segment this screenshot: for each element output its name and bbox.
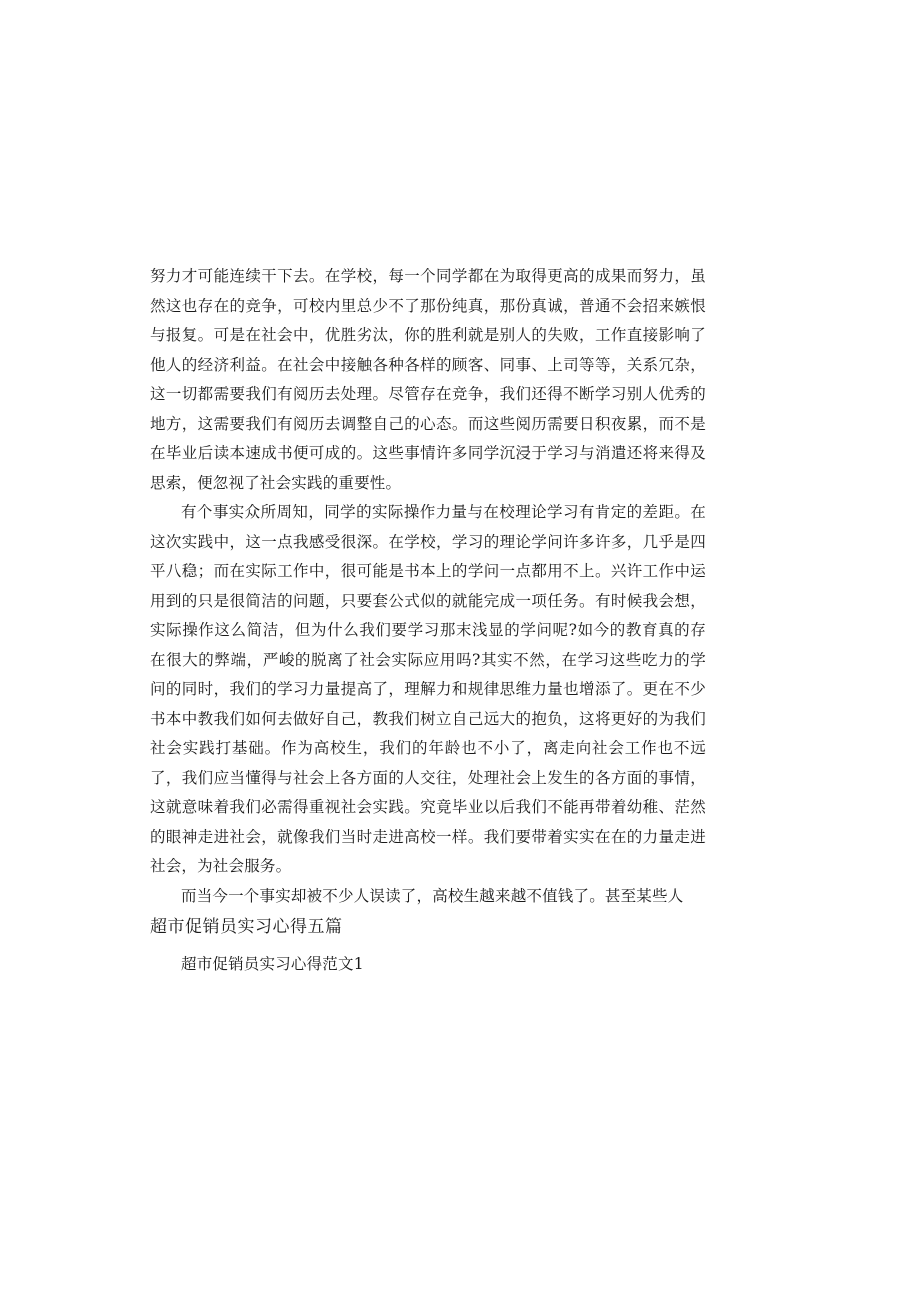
document-body (150, 262, 706, 978)
paragraph-3: 而当今一个事实却被不少人误读了，高校生越来越不值钱了。甚至某些人 (181, 886, 684, 905)
paragraph-2: 有个事实众所周知，同学的实际操作力量与在校理论学习有肯定的差距。在这次实践中，这一点我感受很深。在学校，学习的理论学问许多许多，几乎是四平八稳；而在实际工作中，很可能是书本上的学问一点都用不上。兴许工作中运用到的只是很简洁的问题，只要套公式似的就能完成一项任务。有时候我会想，实际操作这么简洁，但为什么我们要学习那末浅显的学问呢?如今的教育真的存在很大的弊端，严峻的脱离了社会实际应用吗?其实不然，在学习这些吃力的学问的同时，我们的学习力量提高了，理解力和规律思维力量也增添了。更在不少书本中教我们如何去做好自己，教我们树立自己远大的抱负，这将更好的为我们社会实践打基础。作为高校生，我们的年龄也不小了，离走向社会工作也不远了，我们应当懂得与社会上各方面的人交往，处理社会上发生的各方面的事情，这就意味着我们必需得重视社会实践。究竟毕业以后我们不能再带着幼稚、茫然的眼神走进社会，就像我们当时走进高校一样。我们要带着实实在在的力量走进社会，为社会服务。 (150, 503, 706, 875)
section-heading: 超市促销员实习心得范文1 (181, 955, 364, 973)
paragraph-1: 努力才可能连续干下去。在学校，每一个同学都在为取得更高的成果而努力，虽然这也存在的竞争，可校内里总少不了那份纯真，那份真诚，普通不会招来嫉恨与报复。可是在社会中，优胜劣汰，你的胜利就是别人的失败，工作直接影响了他人的经济利益。在社会中接触各种各样的顾客、同事、上司等等，关系冗杂，这一切都需要我们有阅历去处理。尽管存在竞争，我们还得不断学习别人优秀的地方，这需要我们有阅历去调整自己的心态。而这些阅历需要日积夜累，而不是在毕业后读本速成书便可成的。这些事情许多同学沉浸于学习与消遣还将来得及思索，便忽视了社会实践的重要性。 (150, 267, 706, 492)
document-title: 超市促销员实习心得五篇 (150, 917, 343, 937)
